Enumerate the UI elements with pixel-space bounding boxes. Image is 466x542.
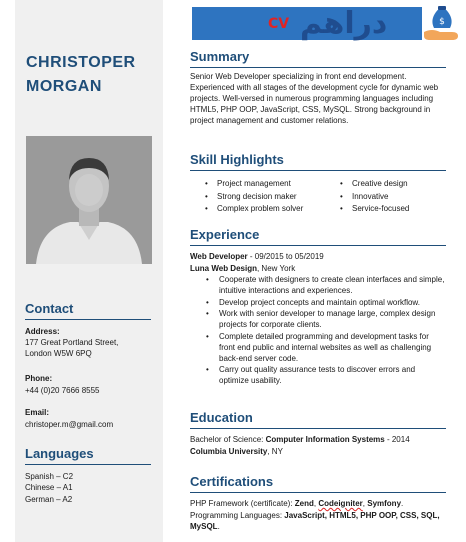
experience-bullet: • Cooperate with designers to create clean interfaces and simple, intuitive interactions and experiences.: [205, 275, 445, 297]
email-label: Email:: [25, 408, 50, 417]
cert-languages-end: .: [217, 522, 220, 531]
cert-languages-prefix: Programming Languages:: [190, 511, 285, 520]
degree-line: [190, 434, 446, 445]
education-rule: [190, 428, 446, 429]
language-item: Spanish – C2: [25, 472, 74, 481]
name-last: MORGAN: [26, 78, 102, 95]
cert-symfony: Symfony: [367, 499, 402, 508]
certifications-heading: Certifications: [190, 474, 274, 489]
contact-rule: [25, 319, 151, 320]
phone-value: +44 (0)20 7666 8555: [25, 386, 100, 395]
skill-item: • Project management: [205, 178, 303, 191]
language-item: Chinese – A1: [25, 483, 73, 492]
degree-year: - 2014: [384, 435, 410, 444]
candidate-name: [26, 51, 161, 99]
svg-text:$: $: [439, 17, 445, 27]
address-label: Address:: [25, 327, 60, 336]
degree-field: Computer Information Systems: [265, 435, 385, 444]
skill-item: • Service-focused: [340, 203, 409, 216]
certification-line-2: [190, 510, 446, 532]
skills-rule: [190, 170, 446, 171]
cert-sep: ,: [362, 499, 368, 508]
skills-column-2: [340, 178, 409, 216]
cert-codeigniter: Codeigniter: [318, 499, 363, 508]
experience-bullet: • Work with senior developer to manage large, complex design projects for corporate clients.: [205, 309, 445, 331]
company-line: [190, 263, 446, 274]
certification-line-1: [190, 498, 446, 509]
school-location: , NY: [267, 447, 283, 456]
experience-bullets: [205, 275, 445, 388]
school-name: Columbia University: [190, 447, 268, 456]
experience-rule: [190, 245, 446, 246]
cert-zend: Zend: [294, 499, 314, 508]
cert-end: .: [401, 499, 404, 508]
degree: Bachelor of Science:: [190, 435, 266, 444]
company-location: , New York: [256, 264, 296, 273]
email-value: christoper.m@gmail.com: [25, 420, 114, 429]
summary-rule: [190, 67, 446, 68]
job-title: Web Developer: [190, 252, 248, 261]
cert-prefix: PHP Framework (certificate):: [190, 499, 295, 508]
skill-item: • Strong decision maker: [205, 191, 303, 204]
person-silhouette-icon: [26, 136, 152, 264]
cert-languages: JavaScript, HTML5, PHP OOP, CSS, SQL, MySQL: [190, 511, 440, 531]
language-item: German – A2: [25, 495, 73, 504]
company-name: Luna Web Design: [190, 264, 257, 273]
school-line: [190, 446, 446, 457]
job-title-line: [190, 251, 446, 262]
education-heading: Education: [190, 410, 253, 425]
skills-heading: Skill Highlights: [190, 152, 284, 167]
job-dates: - 09/2015 to 05/2019: [247, 252, 324, 261]
skill-item: • Creative design: [340, 178, 409, 191]
experience-bullet: • Carry out quality assurance tests to discover errors and optimize usability.: [205, 365, 445, 387]
certifications-rule: [190, 492, 446, 493]
profile-photo: [26, 136, 152, 264]
skill-item: • Innovative: [340, 191, 409, 204]
address-line2: London W5W 6PQ: [25, 349, 92, 358]
experience-bullet: • Develop project concepts and maintain optimal workflow.: [205, 298, 445, 309]
logo-brand-text: دراهم: [300, 6, 388, 41]
languages-heading: Languages: [25, 446, 94, 461]
languages-rule: [25, 464, 151, 465]
skill-item: • Complex problem solver: [205, 203, 303, 216]
summary-text: Senior Web Developer specializing in front end development. Experienced with all stages of the development cycle for dynamic web projects. Well-versed in numerous programming languages including HTML5, PHP OOP, JavaScript, CSS, MySQL. Strong background in project management and customer relations.: [190, 72, 439, 125]
phone-label: Phone:: [25, 374, 53, 383]
address-line1: 177 Great Portland Street,: [25, 338, 119, 347]
logo-cv-text: CV: [268, 16, 290, 32]
experience-bullet: • Complete detailed programming and development tasks for front end public and internal websites as well as challenging back-end server code.: [205, 332, 445, 364]
money-hand-icon: [422, 2, 462, 44]
summary-heading: Summary: [190, 49, 250, 64]
name-first: CHRISTOPER: [26, 54, 136, 71]
contact-heading: Contact: [25, 301, 74, 316]
cert-sep: ,: [313, 499, 319, 508]
experience-heading: Experience: [190, 227, 260, 242]
skills-column-1: [205, 178, 303, 216]
